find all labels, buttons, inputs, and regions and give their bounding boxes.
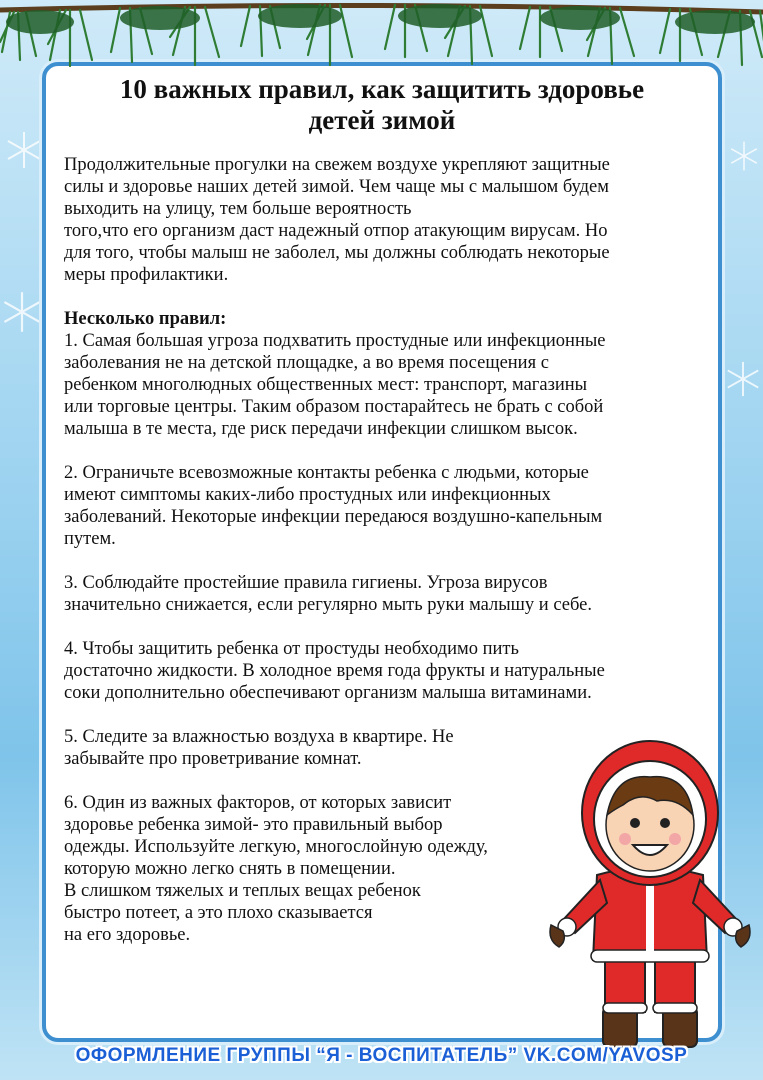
pine-garland-decoration <box>0 0 763 80</box>
snowflake-icon <box>4 130 44 170</box>
rule-line: одежды. Используйте легкую, многослойную одежду, <box>64 837 488 857</box>
footer-credit: ОФОРМЛЕНИЕ ГРУППЫ “Я - ВОСПИТАТЕЛЬ” VK.COM/YAVOSP <box>75 1045 688 1066</box>
rule-line: быстро потеет, а это плохо сказывается <box>64 903 373 923</box>
rule-line: которую можно легко снять в помещении. <box>64 859 396 879</box>
intro-line: выходить на улицу, тем больше вероятность <box>64 199 412 219</box>
rule-line: 1. Самая большая угроза подхватить простудные или инфекционные <box>64 331 606 351</box>
rule-5 <box>64 726 454 770</box>
rule-line: заболевания не на детской площадке, а во время посещения с <box>64 353 549 373</box>
rule-3 <box>64 572 592 616</box>
rule-line: на его здоровье. <box>64 925 191 945</box>
rule-line: соки дополнительно обеспечивают организм малыша витаминами. <box>64 683 592 703</box>
rule-line: заболеваний. Некоторые инфекции передаюся воздушно-капельным <box>64 507 603 527</box>
intro-paragraph <box>64 154 610 286</box>
rule-line: значительно снижается, если регулярно мыть руки малышу и себе. <box>64 595 592 615</box>
rule-line: имеют симптомы каких-либо простудных или инфекционных <box>64 485 551 505</box>
intro-line: меры профилактики. <box>64 265 229 285</box>
rule-line: малыша в те места, где риск передачи инфекции слишком высок. <box>64 419 578 439</box>
intro-line: того,что его организм даст надежный отпор атакующим вирусам. Но <box>64 221 608 241</box>
rule-line: забывайте про проветривание комнат. <box>64 749 362 769</box>
snowflake-icon <box>0 290 44 334</box>
rule-line: здоровье ребенка зимой- это правильный выбор <box>64 815 443 835</box>
rule-4 <box>64 638 605 704</box>
title-line-2: детей зимой <box>308 105 456 135</box>
rule-line: 6. Один из важных факторов, от которых зависит <box>64 793 452 813</box>
title-line-1: 10 важных правил, как защитить здоровье <box>119 74 645 104</box>
rule-2 <box>64 462 602 550</box>
rules-heading: Несколько правил: <box>64 309 227 329</box>
page-title <box>46 74 718 136</box>
intro-line: силы и здоровье наших детей зимой. Чем чаще мы с малышом будем <box>64 177 609 197</box>
rule-line: ребенком многолюдных общественных мест: транспорт, магазины <box>64 375 588 395</box>
snowflake-icon <box>724 360 762 398</box>
rule-line: достаточно жидкости. В холодное время года фрукты и натуральные <box>64 661 605 681</box>
rule-line: 4. Чтобы защитить ребенка от простуды необходимо пить <box>64 639 519 659</box>
intro-line: Продолжительные прогулки на свежем воздухе укрепляют защитные <box>64 155 610 175</box>
rule-line: путем. <box>64 529 116 549</box>
child-winter-suit-illustration <box>545 735 755 1055</box>
intro-line: для того, чтобы малыш не заболел, мы должны соблюдать некоторые <box>64 243 610 263</box>
rule-line: 3. Соблюдайте простейшие правила гигиены. Угроза вирусов <box>64 573 548 593</box>
rule-line: или торговые центры. Таким образом постарайтесь не брать с собой <box>64 397 604 417</box>
rule-line: 5. Следите за влажностью воздуха в квартире. Не <box>64 727 454 747</box>
rule-6 <box>64 792 488 946</box>
rule-line: В слишком тяжелых и теплых вещах ребенок <box>64 881 421 901</box>
snowflake-icon <box>728 140 760 172</box>
rule-1 <box>64 330 606 440</box>
rule-line: 2. Ограничьте всевозможные контакты ребенка с людьми, которые <box>64 463 589 483</box>
